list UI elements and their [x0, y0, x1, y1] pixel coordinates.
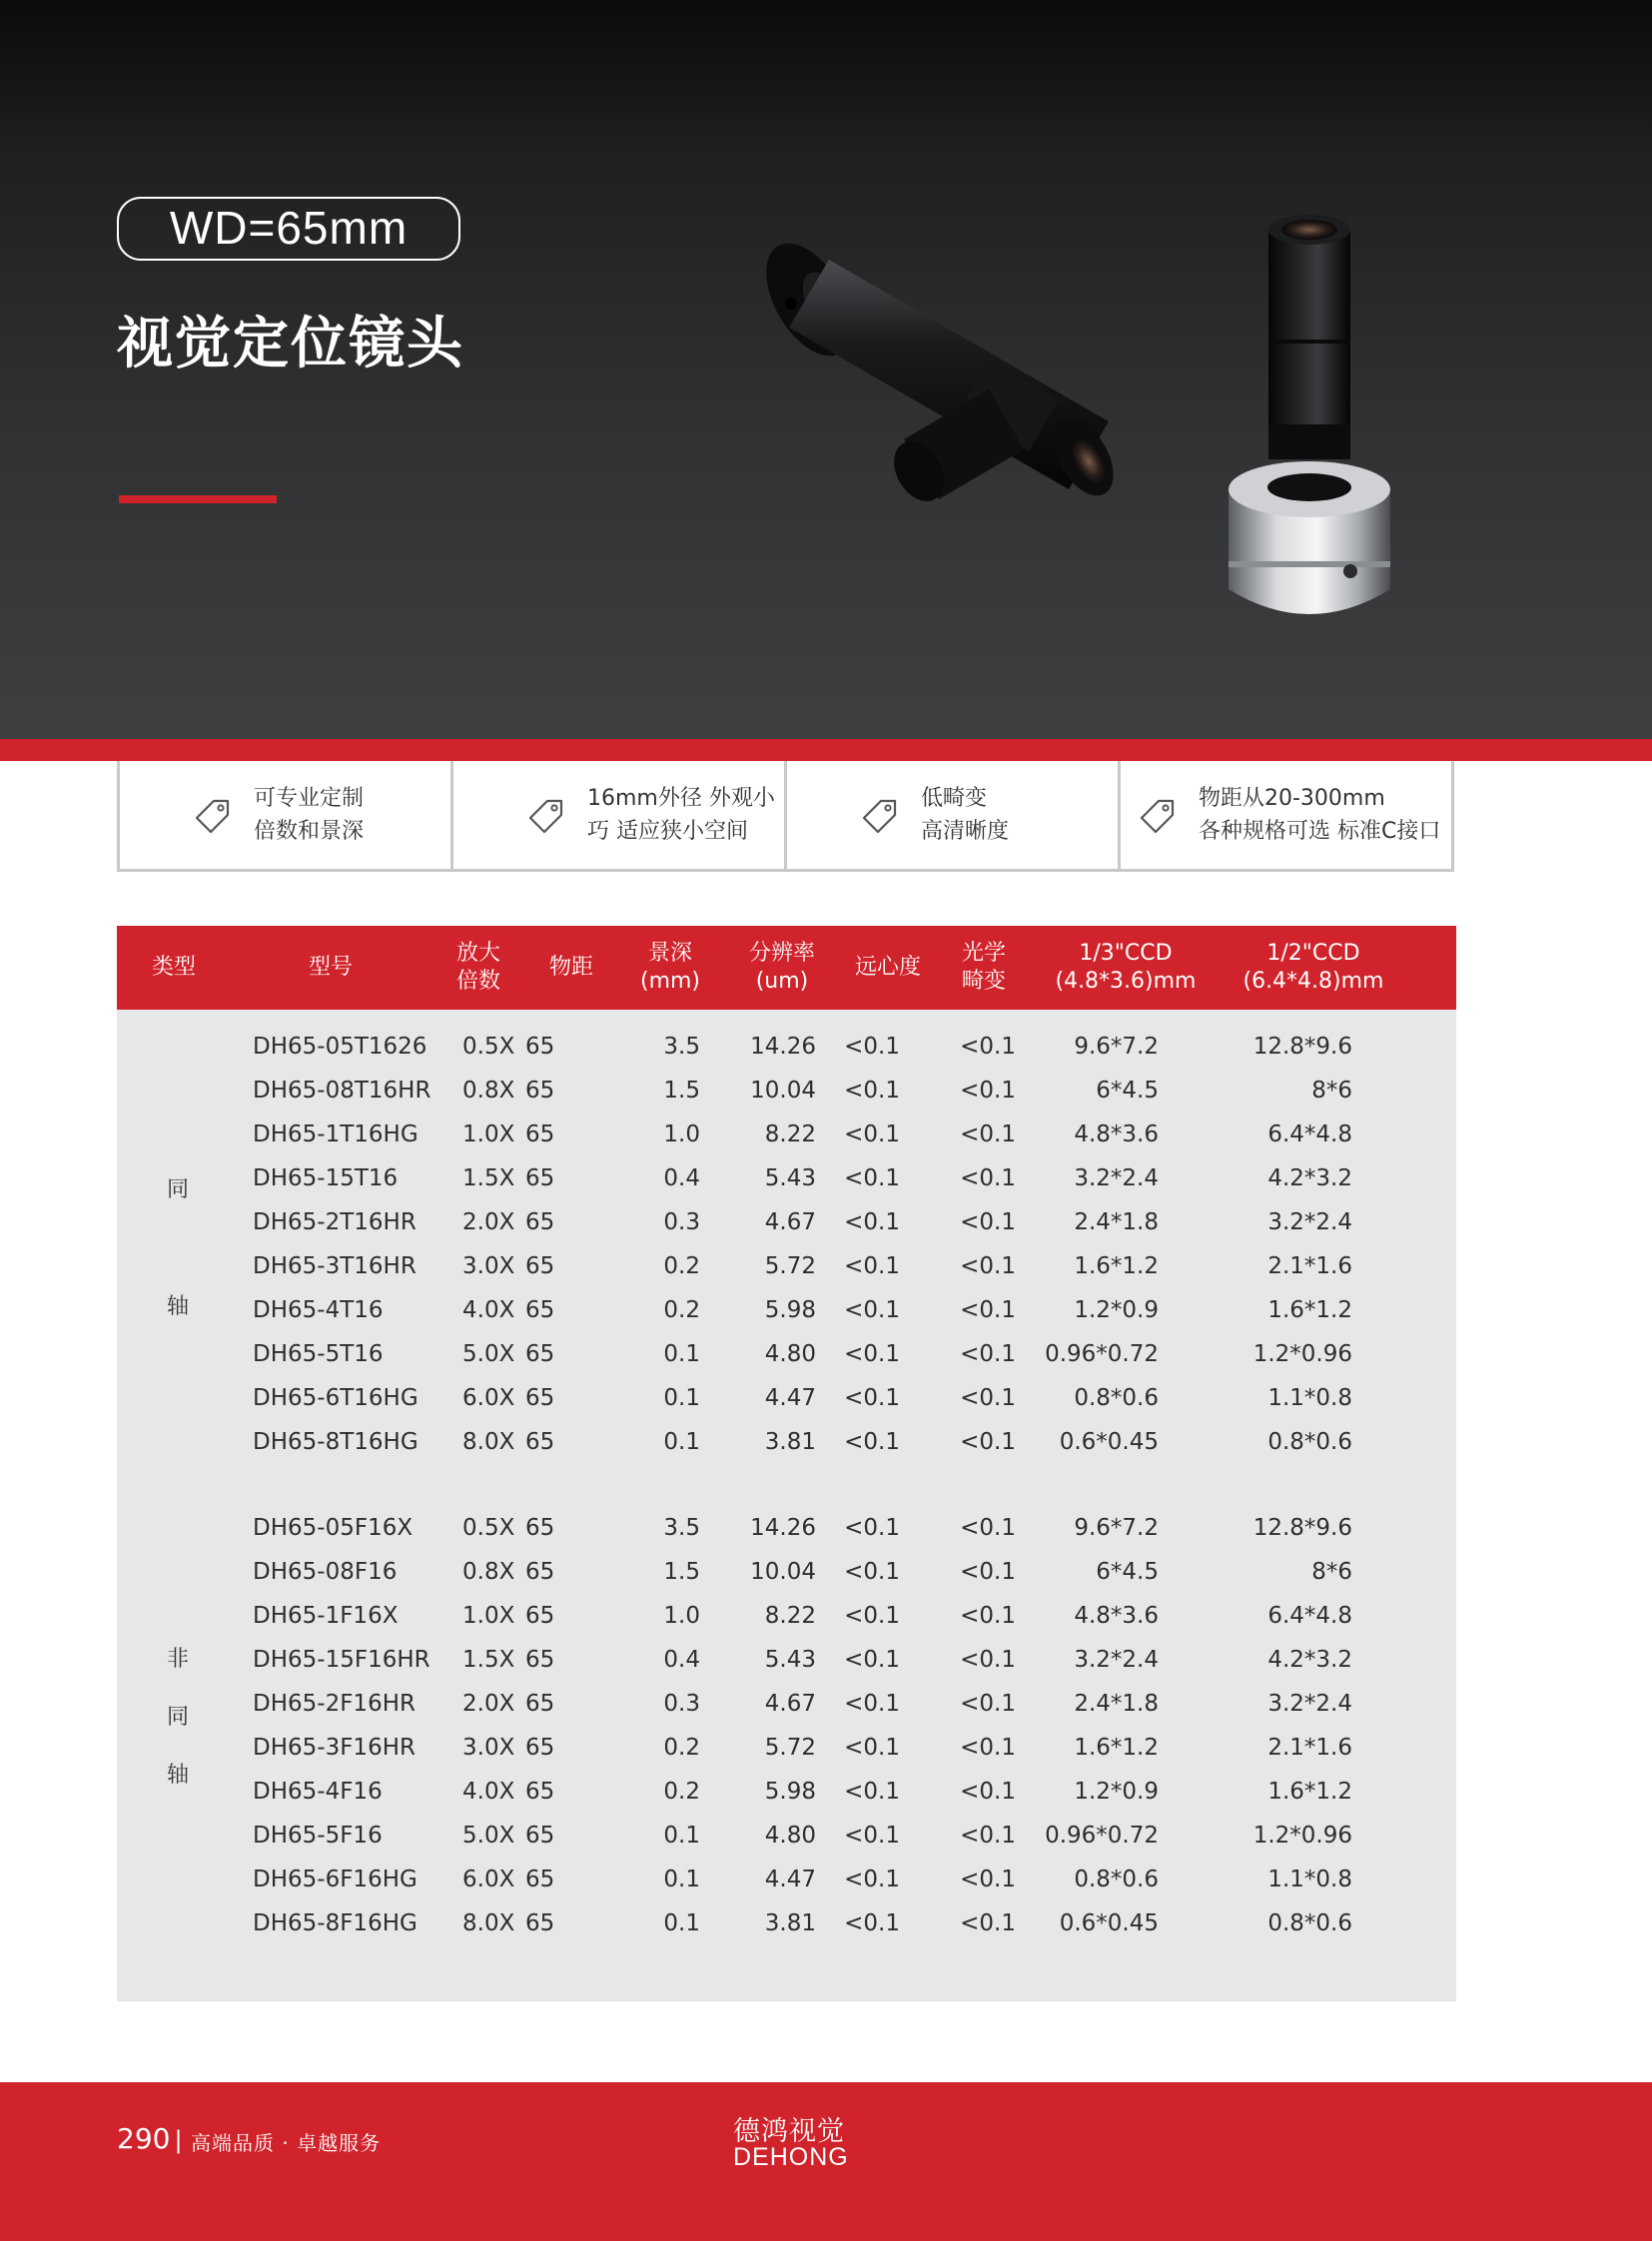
model-cell: DH65-08F16	[253, 1559, 398, 1585]
spec-cell: 1.1*0.8	[1267, 1385, 1352, 1411]
spec-cell: 65	[525, 1603, 555, 1629]
spec-cell: 2.1*1.6	[1267, 1253, 1352, 1279]
spec-cell: <0.1	[844, 1735, 900, 1761]
spec-cell: 1.2*0.9	[1074, 1779, 1159, 1805]
spec-cell: <0.1	[844, 1647, 900, 1673]
spec-cell: 1.0	[663, 1121, 700, 1147]
spec-cell: <0.1	[960, 1078, 1016, 1104]
spec-cell: <0.1	[960, 1823, 1016, 1849]
spec-cell: 10.04	[750, 1559, 816, 1585]
spec-cell: 6.4*4.8	[1267, 1603, 1352, 1629]
spec-cell: <0.1	[844, 1910, 900, 1936]
spec-cell: <0.1	[960, 1559, 1016, 1585]
spec-cell: 4.8*3.6	[1074, 1121, 1159, 1147]
spec-cell: 5.72	[764, 1735, 816, 1761]
spec-cell: 0.4	[663, 1165, 700, 1191]
spec-cell: 6.0X	[462, 1867, 515, 1892]
vertical-lens-shape	[1229, 215, 1390, 614]
spec-cell: 8*6	[1311, 1559, 1352, 1585]
model-cell: DH65-2F16HR	[253, 1691, 415, 1717]
spec-cell: 0.6*0.45	[1059, 1910, 1159, 1936]
spec-cell: <0.1	[844, 1165, 900, 1191]
coaxial-lens-shape	[749, 229, 1126, 509]
spec-cell: 2.0X	[462, 1691, 515, 1717]
hero-red-stripe	[0, 739, 1652, 761]
feature-line: 各种规格可选 标准C接口	[1199, 819, 1441, 844]
header-distortion: 光学 畸变	[961, 941, 1006, 994]
spec-cell: <0.1	[960, 1165, 1016, 1191]
spec-cell: 3.0X	[462, 1253, 515, 1279]
model-cell: DH65-8F16HG	[253, 1910, 417, 1936]
spec-cell: 2.4*1.8	[1074, 1691, 1159, 1717]
spec-cell: <0.1	[844, 1253, 900, 1279]
spec-cell: 0.8X	[462, 1559, 515, 1585]
spec-cell: 14.26	[750, 1515, 816, 1541]
spec-cell: 8.22	[764, 1603, 816, 1629]
spec-cell: 65	[525, 1429, 555, 1455]
feature-item	[120, 761, 453, 869]
spec-cell: <0.1	[960, 1385, 1016, 1411]
feature-line: 物距从20-300mm	[1199, 786, 1385, 811]
type-label-non-coaxial: 同	[167, 1705, 190, 1730]
spec-cell: 0.2	[663, 1253, 700, 1279]
page-number: 290 |	[117, 2122, 183, 2155]
feature-strip	[117, 761, 1454, 872]
spec-cell: 1.5X	[462, 1165, 515, 1191]
spec-cell: 0.3	[663, 1691, 700, 1717]
spec-cell: 8*6	[1311, 1078, 1352, 1104]
spec-cell: 0.3	[663, 1209, 700, 1235]
spec-cell: 5.43	[764, 1647, 816, 1673]
spec-cell: 1.2*0.96	[1252, 1341, 1352, 1367]
spec-cell: 0.1	[663, 1867, 700, 1892]
spec-cell: 0.1	[663, 1385, 700, 1411]
model-cell: DH65-05F16X	[253, 1515, 413, 1541]
model-cell: DH65-2T16HR	[253, 1209, 416, 1235]
spec-cell: 0.2	[663, 1735, 700, 1761]
spec-cell: 5.98	[764, 1779, 816, 1805]
spec-cell: <0.1	[844, 1559, 900, 1585]
spec-cell: 3.2*2.4	[1267, 1691, 1352, 1717]
feature-line: 16mm外径 外观小	[587, 786, 775, 811]
footer-slogan: 高端品质 · 卓越服务	[191, 2131, 382, 2155]
spec-cell: 65	[525, 1078, 555, 1104]
spec-cell: 1.2*0.9	[1074, 1297, 1159, 1323]
spec-cell: 1.1*0.8	[1267, 1867, 1352, 1892]
working-distance-badge: WD=65mm	[117, 197, 460, 261]
model-cell: DH65-8T16HG	[253, 1429, 418, 1455]
spec-cell: <0.1	[960, 1779, 1016, 1805]
spec-cell: 65	[525, 1735, 555, 1761]
header-resolution: 分辨率 (um)	[748, 941, 815, 994]
spec-cell: 2.4*1.8	[1074, 1209, 1159, 1235]
spec-cell: 65	[525, 1034, 555, 1060]
spec-cell: 65	[525, 1121, 555, 1147]
spec-cell: 1.0	[663, 1603, 700, 1629]
spec-cell: 5.98	[764, 1297, 816, 1323]
lens-product-illustration	[739, 200, 1498, 639]
spec-cell: 0.8*0.6	[1074, 1867, 1159, 1892]
header-type: 类型	[151, 955, 196, 980]
spec-cell: 3.5	[663, 1034, 700, 1060]
spec-cell: <0.1	[844, 1603, 900, 1629]
spec-cell: 3.2*2.4	[1267, 1209, 1352, 1235]
spec-cell: 9.6*7.2	[1074, 1515, 1159, 1541]
spec-cell: 65	[525, 1515, 555, 1541]
spec-cell: <0.1	[960, 1515, 1016, 1541]
spec-cell: 9.6*7.2	[1074, 1034, 1159, 1060]
spec-cell: 1.0X	[462, 1603, 515, 1629]
feature-item	[1121, 761, 1451, 869]
spec-cell: <0.1	[844, 1209, 900, 1235]
spec-cell: 0.8*0.6	[1267, 1910, 1352, 1936]
spec-cell: 3.81	[764, 1429, 816, 1455]
spec-cell: 5.0X	[462, 1341, 515, 1367]
spec-cell: 4.0X	[462, 1297, 515, 1323]
spec-table-header	[117, 926, 1456, 1010]
spec-cell: 65	[525, 1779, 555, 1805]
spec-cell: <0.1	[960, 1691, 1016, 1717]
spec-cell: 2.0X	[462, 1209, 515, 1235]
brand-name-cn: 德鸿视觉	[733, 2116, 845, 2147]
spec-cell: 65	[525, 1647, 555, 1673]
model-cell: DH65-6T16HG	[253, 1385, 418, 1411]
spec-cell: <0.1	[844, 1823, 900, 1849]
spec-cell: 0.96*0.72	[1045, 1341, 1159, 1367]
spec-cell: 4.80	[764, 1823, 816, 1849]
spec-cell: 4.47	[764, 1867, 816, 1892]
model-cell: DH65-05T1626	[253, 1034, 427, 1060]
spec-cell: 1.6*1.2	[1074, 1253, 1159, 1279]
model-cell: DH65-3T16HR	[253, 1253, 416, 1279]
spec-cell: <0.1	[844, 1867, 900, 1892]
spec-cell: 0.5X	[462, 1515, 515, 1541]
spec-cell: 2.1*1.6	[1267, 1735, 1352, 1761]
spec-cell: 4.8*3.6	[1074, 1603, 1159, 1629]
spec-cell: 0.1	[663, 1910, 700, 1936]
spec-cell: 3.2*2.4	[1074, 1647, 1159, 1673]
spec-cell: 65	[525, 1385, 555, 1411]
tag-icon	[527, 797, 565, 835]
header-object-distance: 物距	[548, 955, 593, 980]
spec-cell: <0.1	[960, 1910, 1016, 1936]
spec-cell: 0.8*0.6	[1267, 1429, 1352, 1455]
spec-cell: 0.1	[663, 1429, 700, 1455]
spec-cell: 3.2*2.4	[1074, 1165, 1159, 1191]
spec-cell: 1.5X	[462, 1647, 515, 1673]
spec-cell: 4.47	[764, 1385, 816, 1411]
spec-cell: 65	[525, 1297, 555, 1323]
tag-icon	[194, 797, 232, 835]
title-accent-bar	[119, 495, 277, 503]
spec-cell: <0.1	[844, 1691, 900, 1717]
spec-cell: 1.5	[663, 1078, 700, 1104]
spec-cell: 1.6*1.2	[1074, 1735, 1159, 1761]
model-cell: DH65-1F16X	[253, 1603, 399, 1629]
spec-cell: <0.1	[844, 1341, 900, 1367]
page-footer	[0, 2082, 1652, 2241]
spec-cell: 3.5	[663, 1515, 700, 1541]
spec-cell: <0.1	[844, 1385, 900, 1411]
spec-cell: <0.1	[844, 1121, 900, 1147]
spec-cell: 65	[525, 1165, 555, 1191]
spec-cell: 4.2*3.2	[1267, 1165, 1352, 1191]
feature-line: 倍数和景深	[254, 819, 365, 844]
spec-cell: 0.96*0.72	[1045, 1823, 1159, 1849]
model-cell: DH65-6F16HG	[253, 1867, 417, 1892]
type-label-non-coaxial: 非	[167, 1647, 190, 1672]
spec-cell: 10.04	[750, 1078, 816, 1104]
spec-cell: 5.43	[764, 1165, 816, 1191]
spec-cell: <0.1	[844, 1034, 900, 1060]
model-cell: DH65-5T16	[253, 1341, 384, 1367]
spec-cell: <0.1	[844, 1078, 900, 1104]
spec-cell: 4.67	[764, 1209, 816, 1235]
spec-cell: 65	[525, 1253, 555, 1279]
spec-cell: 65	[525, 1691, 555, 1717]
feature-line: 巧 适应狭小空间	[587, 819, 748, 844]
spec-cell: 1.2*0.96	[1252, 1823, 1352, 1849]
model-cell: DH65-15F16HR	[253, 1647, 430, 1673]
type-label-coaxial: 轴	[167, 1294, 190, 1319]
brand-name-en: DEHONG	[733, 2143, 849, 2171]
spec-cell: 8.0X	[462, 1429, 515, 1455]
model-cell: DH65-5F16	[253, 1823, 383, 1849]
feature-line: 低畸变	[921, 786, 988, 811]
spec-cell: <0.1	[960, 1867, 1016, 1892]
spec-cell: <0.1	[844, 1429, 900, 1455]
spec-cell: 14.26	[750, 1034, 816, 1060]
spec-cell: 6.0X	[462, 1385, 515, 1411]
model-cell: DH65-1T16HG	[253, 1121, 418, 1147]
spec-cell: 65	[525, 1867, 555, 1892]
spec-cell: 12.8*9.6	[1252, 1515, 1352, 1541]
spec-cell: 65	[525, 1559, 555, 1585]
spec-cell: 4.67	[764, 1691, 816, 1717]
spec-cell: 4.2*3.2	[1267, 1647, 1352, 1673]
model-cell: DH65-4T16	[253, 1297, 384, 1323]
model-cell: DH65-3F16HR	[253, 1735, 415, 1761]
spec-cell: <0.1	[960, 1341, 1016, 1367]
spec-cell: 3.0X	[462, 1735, 515, 1761]
feature-item	[453, 761, 787, 869]
spec-cell: <0.1	[960, 1209, 1016, 1235]
spec-cell: 0.8*0.6	[1074, 1385, 1159, 1411]
header-model: 型号	[308, 955, 353, 980]
header-ccd-1-2: 1/2"CCD (6.4*4.8)mm	[1242, 941, 1384, 994]
spec-cell: 1.5	[663, 1559, 700, 1585]
spec-cell: 12.8*9.6	[1252, 1034, 1352, 1060]
header-magnification: 放大 倍数	[455, 941, 500, 994]
spec-cell: 6*4.5	[1096, 1559, 1159, 1585]
spec-cell: 0.1	[663, 1341, 700, 1367]
spec-cell: 0.1	[663, 1823, 700, 1849]
model-cell: DH65-15T16	[253, 1165, 399, 1191]
spec-cell: <0.1	[960, 1121, 1016, 1147]
page-title: 视觉定位镜头	[117, 312, 464, 376]
spec-cell: 3.81	[764, 1910, 816, 1936]
spec-cell: <0.1	[844, 1297, 900, 1323]
spec-cell: <0.1	[844, 1779, 900, 1805]
spec-cell: <0.1	[960, 1603, 1016, 1629]
spec-cell: <0.1	[960, 1297, 1016, 1323]
spec-cell: 65	[525, 1341, 555, 1367]
spec-cell: <0.1	[960, 1647, 1016, 1673]
spec-table-body	[117, 1010, 1456, 2001]
spec-cell: 4.80	[764, 1341, 816, 1367]
spec-cell: 6*4.5	[1096, 1078, 1159, 1104]
spec-cell: 1.0X	[462, 1121, 515, 1147]
spec-cell: <0.1	[960, 1735, 1016, 1761]
spec-cell: 0.8X	[462, 1078, 515, 1104]
spec-cell: 8.0X	[462, 1910, 515, 1936]
spec-cell: <0.1	[960, 1429, 1016, 1455]
spec-cell: 5.72	[764, 1253, 816, 1279]
spec-cell: 1.6*1.2	[1267, 1779, 1352, 1805]
model-cell: DH65-4F16	[253, 1779, 383, 1805]
spec-cell: <0.1	[960, 1034, 1016, 1060]
feature-line: 高清晰度	[921, 819, 1010, 844]
spec-cell: 8.22	[764, 1121, 816, 1147]
spec-cell: 4.0X	[462, 1779, 515, 1805]
tag-icon	[1139, 797, 1177, 835]
spec-cell: 1.6*1.2	[1267, 1297, 1352, 1323]
spec-cell: <0.1	[960, 1253, 1016, 1279]
tag-icon	[861, 797, 899, 835]
feature-item	[787, 761, 1121, 869]
spec-cell: 0.2	[663, 1297, 700, 1323]
spec-cell: 65	[525, 1823, 555, 1849]
spec-cell: <0.1	[844, 1515, 900, 1541]
spec-cell: 6.4*4.8	[1267, 1121, 1352, 1147]
model-cell: DH65-08T16HR	[253, 1078, 431, 1104]
spec-cell: 0.5X	[462, 1034, 515, 1060]
type-label-coaxial: 同	[167, 1177, 190, 1202]
spec-cell: 5.0X	[462, 1823, 515, 1849]
spec-cell: 0.4	[663, 1647, 700, 1673]
spec-cell: 0.6*0.45	[1059, 1429, 1159, 1455]
type-label-non-coaxial: 轴	[167, 1763, 190, 1788]
spec-cell: 65	[525, 1209, 555, 1235]
header-ccd-1-3: 1/3"CCD (4.8*3.6)mm	[1055, 941, 1197, 994]
spec-cell: 65	[525, 1910, 555, 1936]
spec-cell: 0.2	[663, 1779, 700, 1805]
feature-line: 可专业定制	[254, 786, 365, 811]
header-telecentricity: 远心度	[854, 955, 921, 980]
header-depth-of-field: 景深 (mm)	[639, 941, 701, 994]
